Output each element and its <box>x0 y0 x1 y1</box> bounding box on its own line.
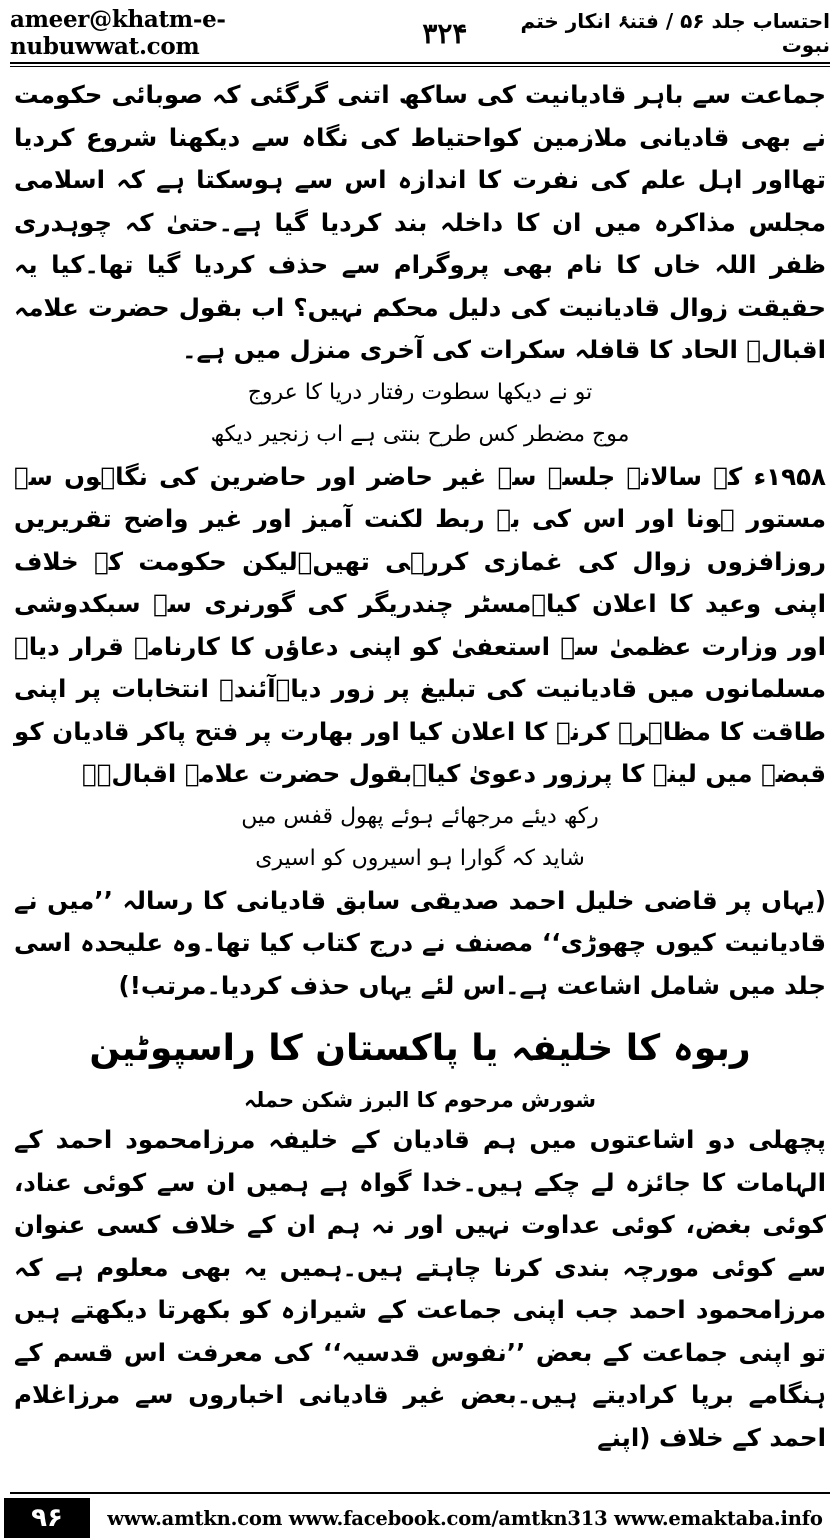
section-subtitle: شورش مرحوم کا البرز شکن حملہ <box>244 1088 596 1112</box>
paragraph-2: ۱۹۵۸ء کے سالانہ جلسے سے غیر حاضر اور حاضرین کی نگاہوں سے مستور ہونا اور اس کی بے ربط لکنت آمیز اور غیر واضح تقریریں روزافزوں زوال کی غمازی کررہی تھیں۔لیکن حکومت کے خلاف اپنی وعید کا اعلان کیا۔مسٹر چندریگر کی گورنری سے سبکدوشی اور وزارت عظمیٰ سے استعفیٰ کو اپنی دعاؤں کا کارنامہ قرار دیا۔مسلمانوں میں قادیانیت کی تبلیغ پر زور دیا۔آئندہ انتخابات پر اپنی طاقت کا مظاہرہ کرنے کا اعلان کیا اور بھارت پر فتح پاکر قادیان کو قبضے میں لینے کا پرزور دعویٰ کیا۔بقول حضرت علامہ اقبالؒ۔ <box>14 461 826 788</box>
paragraph-4: پچھلی دو اشاعتوں میں ہم قادیان کے خلیفہ مرزامحمود احمد کے الہامات کا جائزہ لے چکے ہیں۔خدا گواہ ہے ہمیں ان سے کوئی عناد، کوئی بغض، کوئی عداوت نہیں اور نہ ہم ان کے خلاف کسی عنوان سے کوئی مورچہ بندی کرنا چاہتے ہیں۔ہمیں یہ بھی معلوم ہے کہ مرزامحمود احمد جب اپنی جماعت کے شیرازہ کو بکھرتا دیکھتے ہیں تو اپنی جماعت کے بعض ’’نفوس قدسیہ‘‘ کی معرفت اس قسم کے ہنگامے برپا کرادیتے ہیں۔بعض غیر قادیانی اخباروں سے مرزاغلام احمد کے خلاف (اپنے <box>14 1125 826 1452</box>
page-content <box>14 74 826 1459</box>
verse-line-1: تو نے دیکھا سطوت رفتار دریا کا عروج <box>247 379 593 405</box>
page-number: ۳۲۴ <box>422 16 468 50</box>
footer-page-number: ۹۶ <box>4 1498 90 1538</box>
email-address[interactable]: ameer@khatm-e-nubuwwat.com <box>10 6 226 60</box>
paragraph-3: (یہاں پر قاضی خلیل احمد صدیقی سابق قادیانی کا رسالہ ’’میں نے قادیانیت کیوں چھوڑی‘‘ مصنف نے درج کتاب کیا تھا۔وہ علیحدہ اسی جلد میں شامل اشاعت ہے۔اس لئے یہاں حذف کردیا۔مرتب!) <box>14 885 826 1000</box>
verse-line-3: رکھ دیئے مرجھائے ہوئے پھول قفس میں <box>241 803 599 829</box>
section-title: ربوہ کا خلیفہ یا پاکستان کا راسپوٹین <box>89 1028 751 1069</box>
header-rule <box>10 62 830 64</box>
footer-websites[interactable]: www.amtkn.com www.facebook.com/amtkn313 www.emaktaba.info <box>107 1506 823 1530</box>
header-rule-thin <box>10 66 830 67</box>
page-footer <box>0 1496 840 1540</box>
header-left <box>10 6 467 60</box>
footer-rule <box>10 1492 830 1494</box>
page-header <box>10 6 830 60</box>
running-title: احتساب جلد ۵۶ / فتنۂ انکار ختم نبوت <box>520 9 830 57</box>
verse-line-2: موج مضطر کس طرح بنتی ہے اب زنجیر دیکھ <box>210 421 630 447</box>
paragraph-1: جماعت سے باہر قادیانیت کی ساکھ اتنی گرگئی کہ صوبائی حکومت نے بھی قادیانی ملازمین کواحتیاط کی نگاہ سے دیکھنا شروع کردیا تھااور اہل علم کی نفرت کا اندازہ اس سے ہوسکتا ہے کہ اسلامی مجلس مذاکرہ میں ان کا داخلہ بند کردیا گیا ہے۔حتیٰ کہ چوہدری ظفر اللہ خاں کا نام بھی پروگرام سے حذف کردیا گیا تھا۔کیا یہ حقیقت زوال قادیانیت کی دلیل محکم نہیں؟ اب بقول حضرت علامہ اقبالؒ الحاد کا قافلہ سکرات کی آخری منزل میں ہے۔ <box>14 80 826 364</box>
verse-line-4: شاید کہ گوارا ہو اسیروں کو اسیری <box>255 845 585 871</box>
